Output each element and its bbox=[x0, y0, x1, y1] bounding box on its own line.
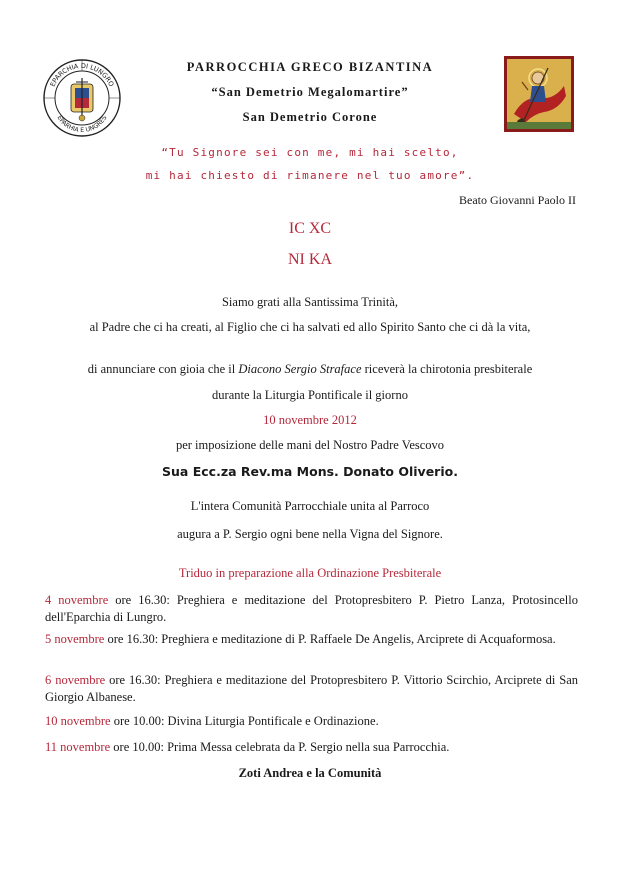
body-line-3-pre: di annunciare con gioia che il bbox=[87, 362, 239, 376]
triduo-item-text: ore 10.00: Divina Liturgia Pontificale e Ordinazione. bbox=[110, 714, 379, 728]
town-name: San Demetrio Corone bbox=[242, 110, 378, 124]
deacon-name: Diacono Sergio Straface bbox=[238, 362, 362, 376]
monogram-ic-xc: IC XC bbox=[288, 220, 332, 237]
quote-author: Beato Giovanni Paolo II bbox=[459, 193, 576, 207]
triduo-title: Triduo in preparazione alla Ordinazione Presbiterale bbox=[178, 566, 442, 580]
bishop-name: Sua Ecc.za Rev.ma Mons. Donato Oliverio. bbox=[162, 464, 458, 479]
svg-text:EPARHIA E UNGRES: EPARHIA E UNGRES bbox=[55, 114, 109, 135]
body-line-6: L'intera Comunità Parrocchiale unita al Parroco bbox=[190, 499, 430, 513]
triduo-item-text: ore 16.30: Preghiera e meditazione del Protopresbitero P. Pietro Lanza, Protosincello dell'Eparchia di Lungro. bbox=[45, 593, 578, 624]
svg-text:EPARCHIA DI LUNGRO: EPARCHIA DI LUNGRO bbox=[48, 61, 116, 88]
triduo-item-date: 10 novembre bbox=[45, 714, 111, 728]
body-line-4: durante la Liturgia Pontificale il giorno bbox=[212, 388, 408, 402]
triduo-item-text: ore 10.00: Prima Messa celebrata da P. Sergio nella sua Parrocchia. bbox=[110, 740, 450, 754]
body-line-3 bbox=[0, 362, 620, 377]
triduo-item-text: ore 16.30: Preghiera e meditazione di P. Raffaele De Angelis, Arciprete di Acquaformosa. bbox=[104, 632, 556, 646]
body-line-5: per imposizione delle mani del Nostro Padre Vescovo bbox=[175, 438, 445, 452]
triduo-item-date: 4 novembre bbox=[45, 593, 109, 607]
body-line-7: augura a P. Sergio ogni bene nella Vigna del Signore. bbox=[177, 527, 443, 541]
quote-line-2: mi hai chiesto di rimanere nel tuo amore”. bbox=[145, 169, 475, 182]
triduo-item bbox=[45, 592, 578, 626]
body-line-1: Siamo grati alla Santissima Trinità, bbox=[221, 295, 399, 309]
signature: Zoti Andrea e la Comunità bbox=[238, 766, 382, 780]
triduo-item bbox=[45, 631, 578, 648]
monogram-ni-ka: NI KA bbox=[288, 251, 332, 268]
triduo-item bbox=[45, 713, 578, 730]
quote-line-1: “Tu Signore sei con me, mi hai scelto, bbox=[161, 146, 459, 159]
parish-name: PARROCCHIA GRECO BIZANTINA bbox=[186, 60, 434, 74]
ordination-date: 10 novembre 2012 bbox=[263, 413, 357, 427]
body-line-3-post: riceverà la chirotonia presbiterale bbox=[361, 362, 533, 376]
triduo-item-date: 11 novembre bbox=[45, 740, 111, 754]
triduo-item-date: 6 novembre bbox=[45, 673, 106, 687]
saint-name: “San Demetrio Megalomartire” bbox=[211, 85, 409, 99]
triduo-item-text: ore 16.30: Preghiera e meditazione del Protopresbitero P. Vittorio Scirchio, Arciprete di San Giorgio Albanese. bbox=[45, 673, 578, 704]
body-line-2: al Padre che ci ha creati, al Figlio che ci ha salvati ed allo Spirito Santo che ci dà la vita, bbox=[89, 320, 531, 334]
triduo-item-date: 5 novembre bbox=[45, 632, 105, 646]
triduo-item bbox=[45, 739, 578, 756]
triduo-item bbox=[45, 672, 578, 706]
